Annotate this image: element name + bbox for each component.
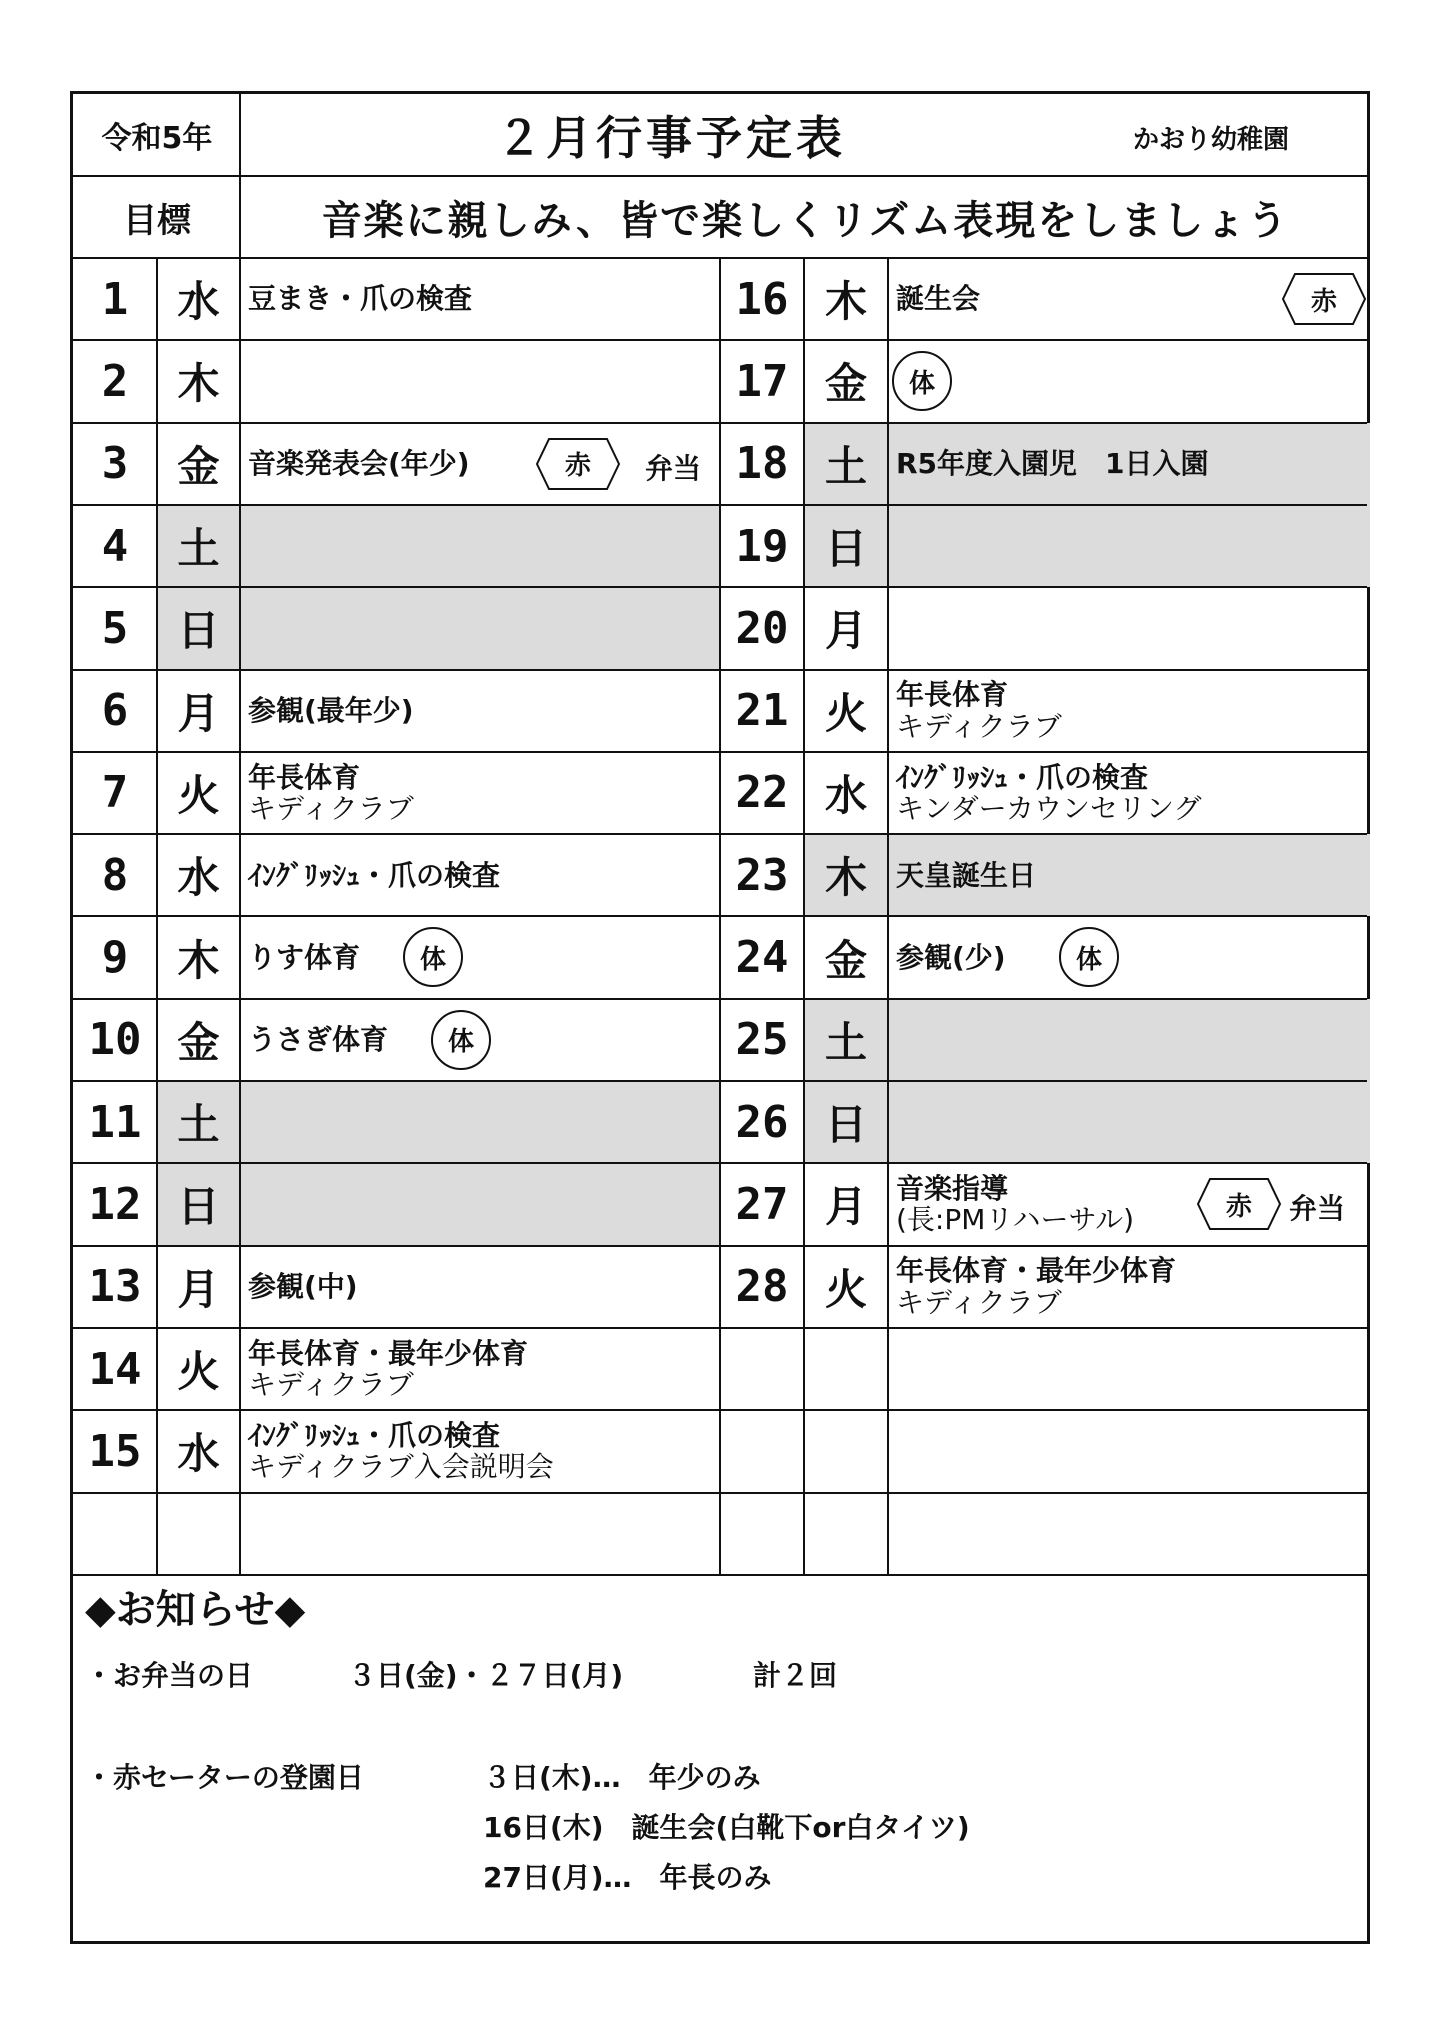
- goal-text: 音楽に親しみ、皆で楽しくリズム表現をしましょう: [321, 197, 1290, 244]
- day-of-week: 月: [177, 1264, 220, 1314]
- taiiku-mark: 体: [1059, 927, 1119, 987]
- column-divider: [719, 258, 721, 1575]
- bento-dates: ３日(金)・２７日(月): [348, 1659, 624, 1692]
- event-line-1: 年長体育: [896, 678, 1009, 712]
- day-of-week: 火: [824, 688, 867, 738]
- day-of-week: 水: [824, 770, 867, 820]
- day-number: 2: [101, 355, 129, 407]
- day-number: 15: [88, 1425, 142, 1477]
- red-sweater-date-3: 27日(月)… 年長のみ: [483, 1861, 772, 1894]
- event-cell: [240, 1328, 720, 1410]
- bento-mark: 弁当: [645, 451, 702, 485]
- event-line-2: キディクラブ: [896, 709, 1062, 743]
- day-of-week: 土: [824, 441, 867, 491]
- day-of-week: 土: [824, 1017, 867, 1067]
- day-of-week: 水: [177, 1429, 220, 1479]
- day-of-week: 月: [824, 606, 867, 656]
- event-cell: [888, 340, 1370, 422]
- era-label: 令和5年: [101, 121, 213, 156]
- event-line-1: 年長体育・最年少体育: [896, 1254, 1177, 1288]
- event-line-1: 音楽指導: [896, 1172, 1009, 1206]
- event-line-1: R5年度入園児 1日入園: [896, 447, 1209, 481]
- day-of-week: 月: [824, 1182, 867, 1232]
- event-line-2: キディクラブ: [248, 1368, 414, 1402]
- day-number: 25: [735, 1014, 789, 1066]
- column-divider: [239, 258, 241, 1575]
- event-line-1: ｲﾝｸﾞﾘｯｼｭ・爪の検査: [248, 1418, 501, 1452]
- day-of-week: 土: [177, 1100, 220, 1150]
- event-cell: [888, 1081, 1370, 1163]
- event-line-2: キンダーカウンセリング: [896, 791, 1202, 825]
- day-number: 16: [735, 273, 789, 325]
- day-of-week: 木: [177, 935, 220, 985]
- event-cell: [240, 670, 720, 752]
- day-number: 21: [735, 685, 789, 737]
- event-cell: [888, 834, 1370, 916]
- day-number: 18: [735, 438, 789, 490]
- row-divider: [73, 175, 1367, 177]
- day-of-week: 水: [177, 277, 220, 327]
- event-line-1: りす体育: [248, 940, 361, 974]
- day-number: 3: [101, 438, 129, 490]
- day-of-week: 火: [824, 1264, 867, 1314]
- event-line-1: ｲﾝｸﾞﾘｯｼｭ・爪の検査: [248, 858, 501, 892]
- day-number: 11: [88, 1096, 142, 1148]
- event-line-1: 参観(最年少): [248, 693, 414, 727]
- day-of-week: 金: [824, 935, 867, 985]
- day-number: 9: [101, 932, 129, 984]
- bento-label: ・お弁当の日: [85, 1659, 254, 1692]
- day-number: 20: [735, 602, 789, 654]
- red-sweater-date-1: ３日(木)… 年少のみ: [483, 1761, 761, 1794]
- day-number: 17: [735, 355, 789, 407]
- day-number: 24: [735, 932, 789, 984]
- column-divider: [887, 258, 889, 1575]
- day-number: 13: [88, 1261, 142, 1313]
- day-number: 26: [735, 1096, 789, 1148]
- bento-total: 計２回: [753, 1659, 838, 1692]
- event-line-2: キディクラブ入会説明会: [248, 1450, 554, 1484]
- day-number: 7: [101, 767, 129, 819]
- day-number: 14: [88, 1343, 142, 1395]
- event-cell: [240, 340, 720, 422]
- day-number: 10: [88, 1014, 142, 1066]
- event-cell: [240, 1081, 720, 1163]
- day-number: 1: [101, 273, 129, 325]
- goal-label: 目標: [123, 200, 191, 241]
- day-of-week: 土: [177, 524, 220, 574]
- event-cell: [888, 916, 1370, 998]
- red-sweater-date-2: 16日(木) 誕生会(白靴下or白タイツ): [483, 1811, 970, 1844]
- event-line-1: 豆まき・爪の検査: [248, 282, 473, 316]
- day-number: 28: [735, 1261, 789, 1313]
- red-sweater-mark-label: 赤: [1225, 1191, 1252, 1222]
- page-title: ２月行事予定表: [496, 111, 846, 165]
- event-cell: [240, 834, 720, 916]
- day-of-week: 木: [177, 359, 220, 409]
- day-of-week: 日: [177, 1182, 220, 1232]
- event-cell: [240, 1163, 720, 1245]
- day-of-week: 水: [177, 853, 220, 903]
- day-of-week: 日: [177, 606, 220, 656]
- event-line-1: 参観(中): [248, 1270, 358, 1304]
- day-of-week: 金: [824, 359, 867, 409]
- red-sweater-mark: [1196, 1177, 1282, 1231]
- event-cell: [240, 916, 720, 998]
- taiiku-mark: 体: [431, 1010, 491, 1070]
- event-line-1: 年長体育: [248, 760, 361, 794]
- event-cell: [240, 505, 720, 587]
- schedule-sheet: [70, 91, 1370, 1944]
- day-number: 27: [735, 1178, 789, 1230]
- event-cell: [240, 752, 720, 834]
- day-number: 8: [101, 849, 129, 901]
- event-line-2: (長:PMリハーサル): [896, 1203, 1135, 1237]
- day-number: 5: [101, 602, 129, 654]
- event-line-2: キディクラブ: [248, 791, 414, 825]
- event-cell: [888, 1246, 1370, 1328]
- day-of-week: 日: [824, 1100, 867, 1150]
- event-cell: [888, 999, 1370, 1081]
- column-divider: [156, 258, 158, 1575]
- red-sweater-label: ・赤セーターの登園日: [85, 1761, 364, 1794]
- event-cell: [240, 258, 720, 340]
- day-number: 4: [101, 520, 129, 572]
- day-of-week: 火: [177, 770, 220, 820]
- event-cell: [240, 1246, 720, 1328]
- red-sweater-mark: [535, 437, 621, 491]
- day-number: 6: [101, 685, 129, 737]
- day-number: 19: [735, 520, 789, 572]
- day-of-week: 日: [824, 524, 867, 574]
- event-cell: [888, 423, 1370, 505]
- event-cell: [888, 670, 1370, 752]
- day-of-week: 木: [824, 277, 867, 327]
- red-sweater-mark-label: 赤: [1310, 286, 1337, 317]
- day-number: 22: [735, 767, 789, 819]
- event-line-1: 年長体育・最年少体育: [248, 1336, 529, 1370]
- event-cell: [888, 505, 1370, 587]
- event-line-1: 誕生会: [896, 282, 981, 316]
- day-of-week: 火: [177, 1347, 220, 1397]
- taiiku-mark: 体: [403, 927, 463, 987]
- day-of-week: 金: [177, 1017, 220, 1067]
- kindergarten-name: かおり幼稚園: [1133, 124, 1290, 155]
- event-cell: [240, 587, 720, 669]
- red-sweater-mark-label: 赤: [564, 451, 591, 482]
- event-cell: [888, 752, 1370, 834]
- event-line-1: うさぎ体育: [248, 1023, 389, 1057]
- event-line-1: 参観(少): [896, 940, 1006, 974]
- column-divider: [239, 94, 241, 258]
- taiiku-mark: 体: [892, 351, 952, 411]
- event-cell: [240, 1410, 720, 1492]
- day-number: 23: [735, 849, 789, 901]
- day-of-week: 木: [824, 853, 867, 903]
- event-cell: [888, 587, 1370, 669]
- event-line-2: キディクラブ: [896, 1285, 1062, 1319]
- column-divider: [803, 258, 805, 1575]
- notice-heading: ◆お知らせ◆: [85, 1587, 306, 1633]
- day-of-week: 金: [177, 441, 220, 491]
- bento-mark: 弁当: [1289, 1192, 1346, 1226]
- event-line-1: ｲﾝｸﾞﾘｯｼｭ・爪の検査: [896, 760, 1149, 794]
- event-line-1: 天皇誕生日: [896, 858, 1037, 892]
- red-sweater-mark: [1281, 272, 1367, 326]
- day-number: 12: [88, 1178, 142, 1230]
- day-of-week: 月: [177, 688, 220, 738]
- event-line-1: 音楽発表会(年少): [248, 447, 470, 481]
